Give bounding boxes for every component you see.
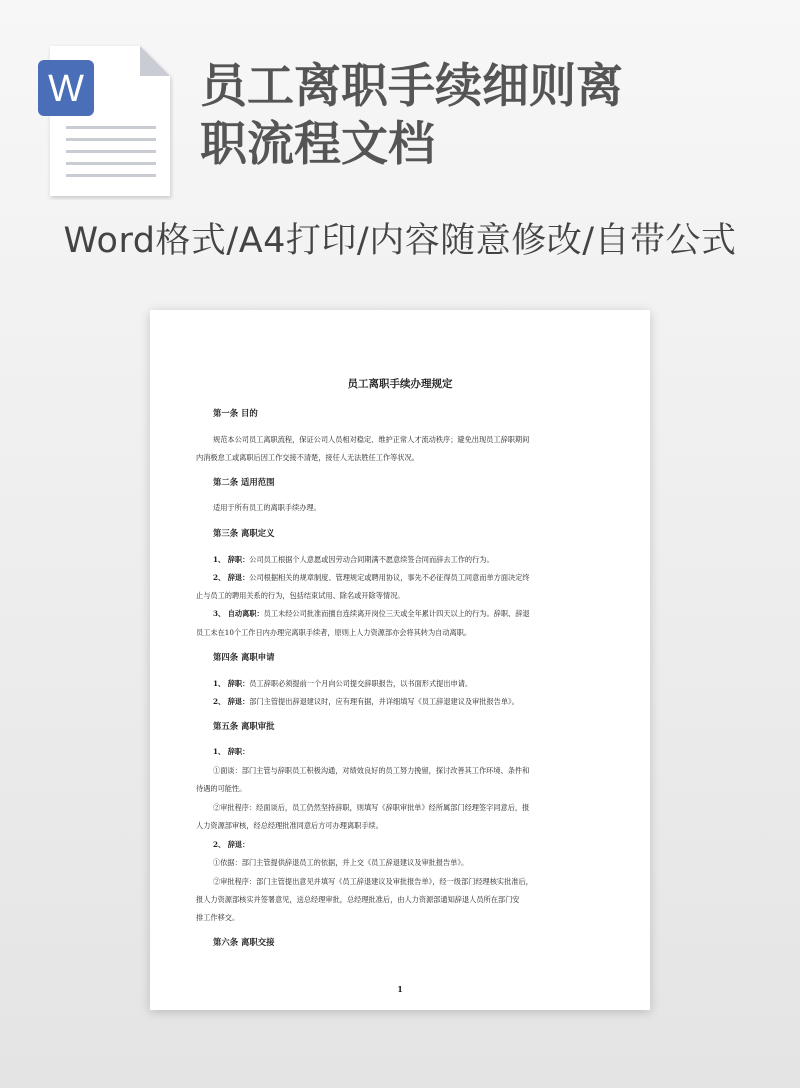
section-1-heading: 第一条 目的 <box>213 408 258 418</box>
section-5-b2-cont2: 排工作移交。 <box>196 913 240 922</box>
section-6-heading: 第六条 离职交接 <box>213 937 275 947</box>
section-3-item-2: 2、 辞退：公司根据相关的规章制度、管理规定或聘用协议，事先不必征得员工同意而单方面决定终 <box>213 573 530 582</box>
section-1-para-line1: 规范本公司员工离职流程，保证公司人员相对稳定、维护正常人才流动秩序；避免出现员工辞职期间 <box>213 435 530 444</box>
section-5-a2: ②审批程序：经面谈后，员工仍然坚持辞职，则填写《辞职审批单》经所属部门经理签字同意后，报 <box>213 803 530 812</box>
section-3-item-3: 3、 自动离职：员工未经公司批准而擅自连续离开岗位三天或全年累计四天以上的行为。辞职、辞退 <box>213 609 530 618</box>
section-5-sub-2: 2、 辞退： <box>213 840 250 849</box>
format-subtitle: Word格式/A4打印/内容随意修改/自带公式 <box>63 221 737 261</box>
section-5-heading: 第五条 离职审批 <box>213 721 275 731</box>
section-3-item-1: 1、 辞职：公司员工根据个人意愿或因劳动合同期满不愿意续签合同而辞去工作的行为。 <box>213 555 494 564</box>
section-5-a2-cont: 人力资源部审核，经总经理批准同意后方可办理离职手续。 <box>196 821 383 830</box>
section-3-item-3-cont: 员工未在10个工作日内办理完离职手续者，原则上人力资源部亦会将其转为自动离职。 <box>196 628 472 637</box>
section-5-b1: ①依据：部门主管提供辞退员工的依据，并上交《员工辞退建议及审批报告单》。 <box>213 858 469 867</box>
page-title <box>200 58 760 174</box>
section-3-heading: 第三条 离职定义 <box>213 528 275 538</box>
document-title: 员工离职手续办理规定 <box>347 378 453 390</box>
word-w-letter: W <box>48 68 84 110</box>
document-page <box>150 310 650 1010</box>
section-3-item-2-cont: 止与员工的聘用关系的行为，包括结束试用、除名或开除等情况。 <box>196 591 405 600</box>
word-file-icon <box>38 44 174 200</box>
title-line-1: 员工离职手续细则离 <box>200 59 623 114</box>
section-5-b2-cont: 报人力资源部核实并签署意见，送总经理审批，总经理批准后，由人力资源部通知辞退人员所在部门安 <box>196 895 520 904</box>
title-line-2: 职流程文档 <box>200 117 435 172</box>
section-5-sub-1: 1、 辞职： <box>213 747 250 756</box>
page-number: 1 <box>397 984 403 994</box>
section-4-heading: 第四条 离职申请 <box>213 652 275 662</box>
section-5-b2: ②审批程序：部门主管提出意见并填写《员工辞退建议及审批报告单》，经一级部门经理核实批准后， <box>213 877 533 886</box>
section-2-heading: 第二条 适用范围 <box>213 477 275 487</box>
section-2-para: 适用于所有员工的离职手续办理。 <box>213 503 321 512</box>
section-4-item-1: 1、 辞职：员工辞职必须提前一个月向公司提交辞职报告，以书面形式提出申请。 <box>213 679 473 688</box>
section-5-a1: ①面谈：部门主管与辞职员工积极沟通，对绩效良好的员工努力挽留，探讨改善其工作环境、条件和 <box>213 766 530 775</box>
section-1-para-line2: 内消极怠工或离职后因工作交接不清楚，接任人无法胜任工作等状况。 <box>196 453 419 462</box>
section-5-a1-cont: 待遇的可能性。 <box>196 784 247 793</box>
section-4-item-2: 2、 辞退：部门主管提出辞退建议时，应有理有据，并详细填写《员工辞退建议及审批报告单》。 <box>213 697 519 706</box>
